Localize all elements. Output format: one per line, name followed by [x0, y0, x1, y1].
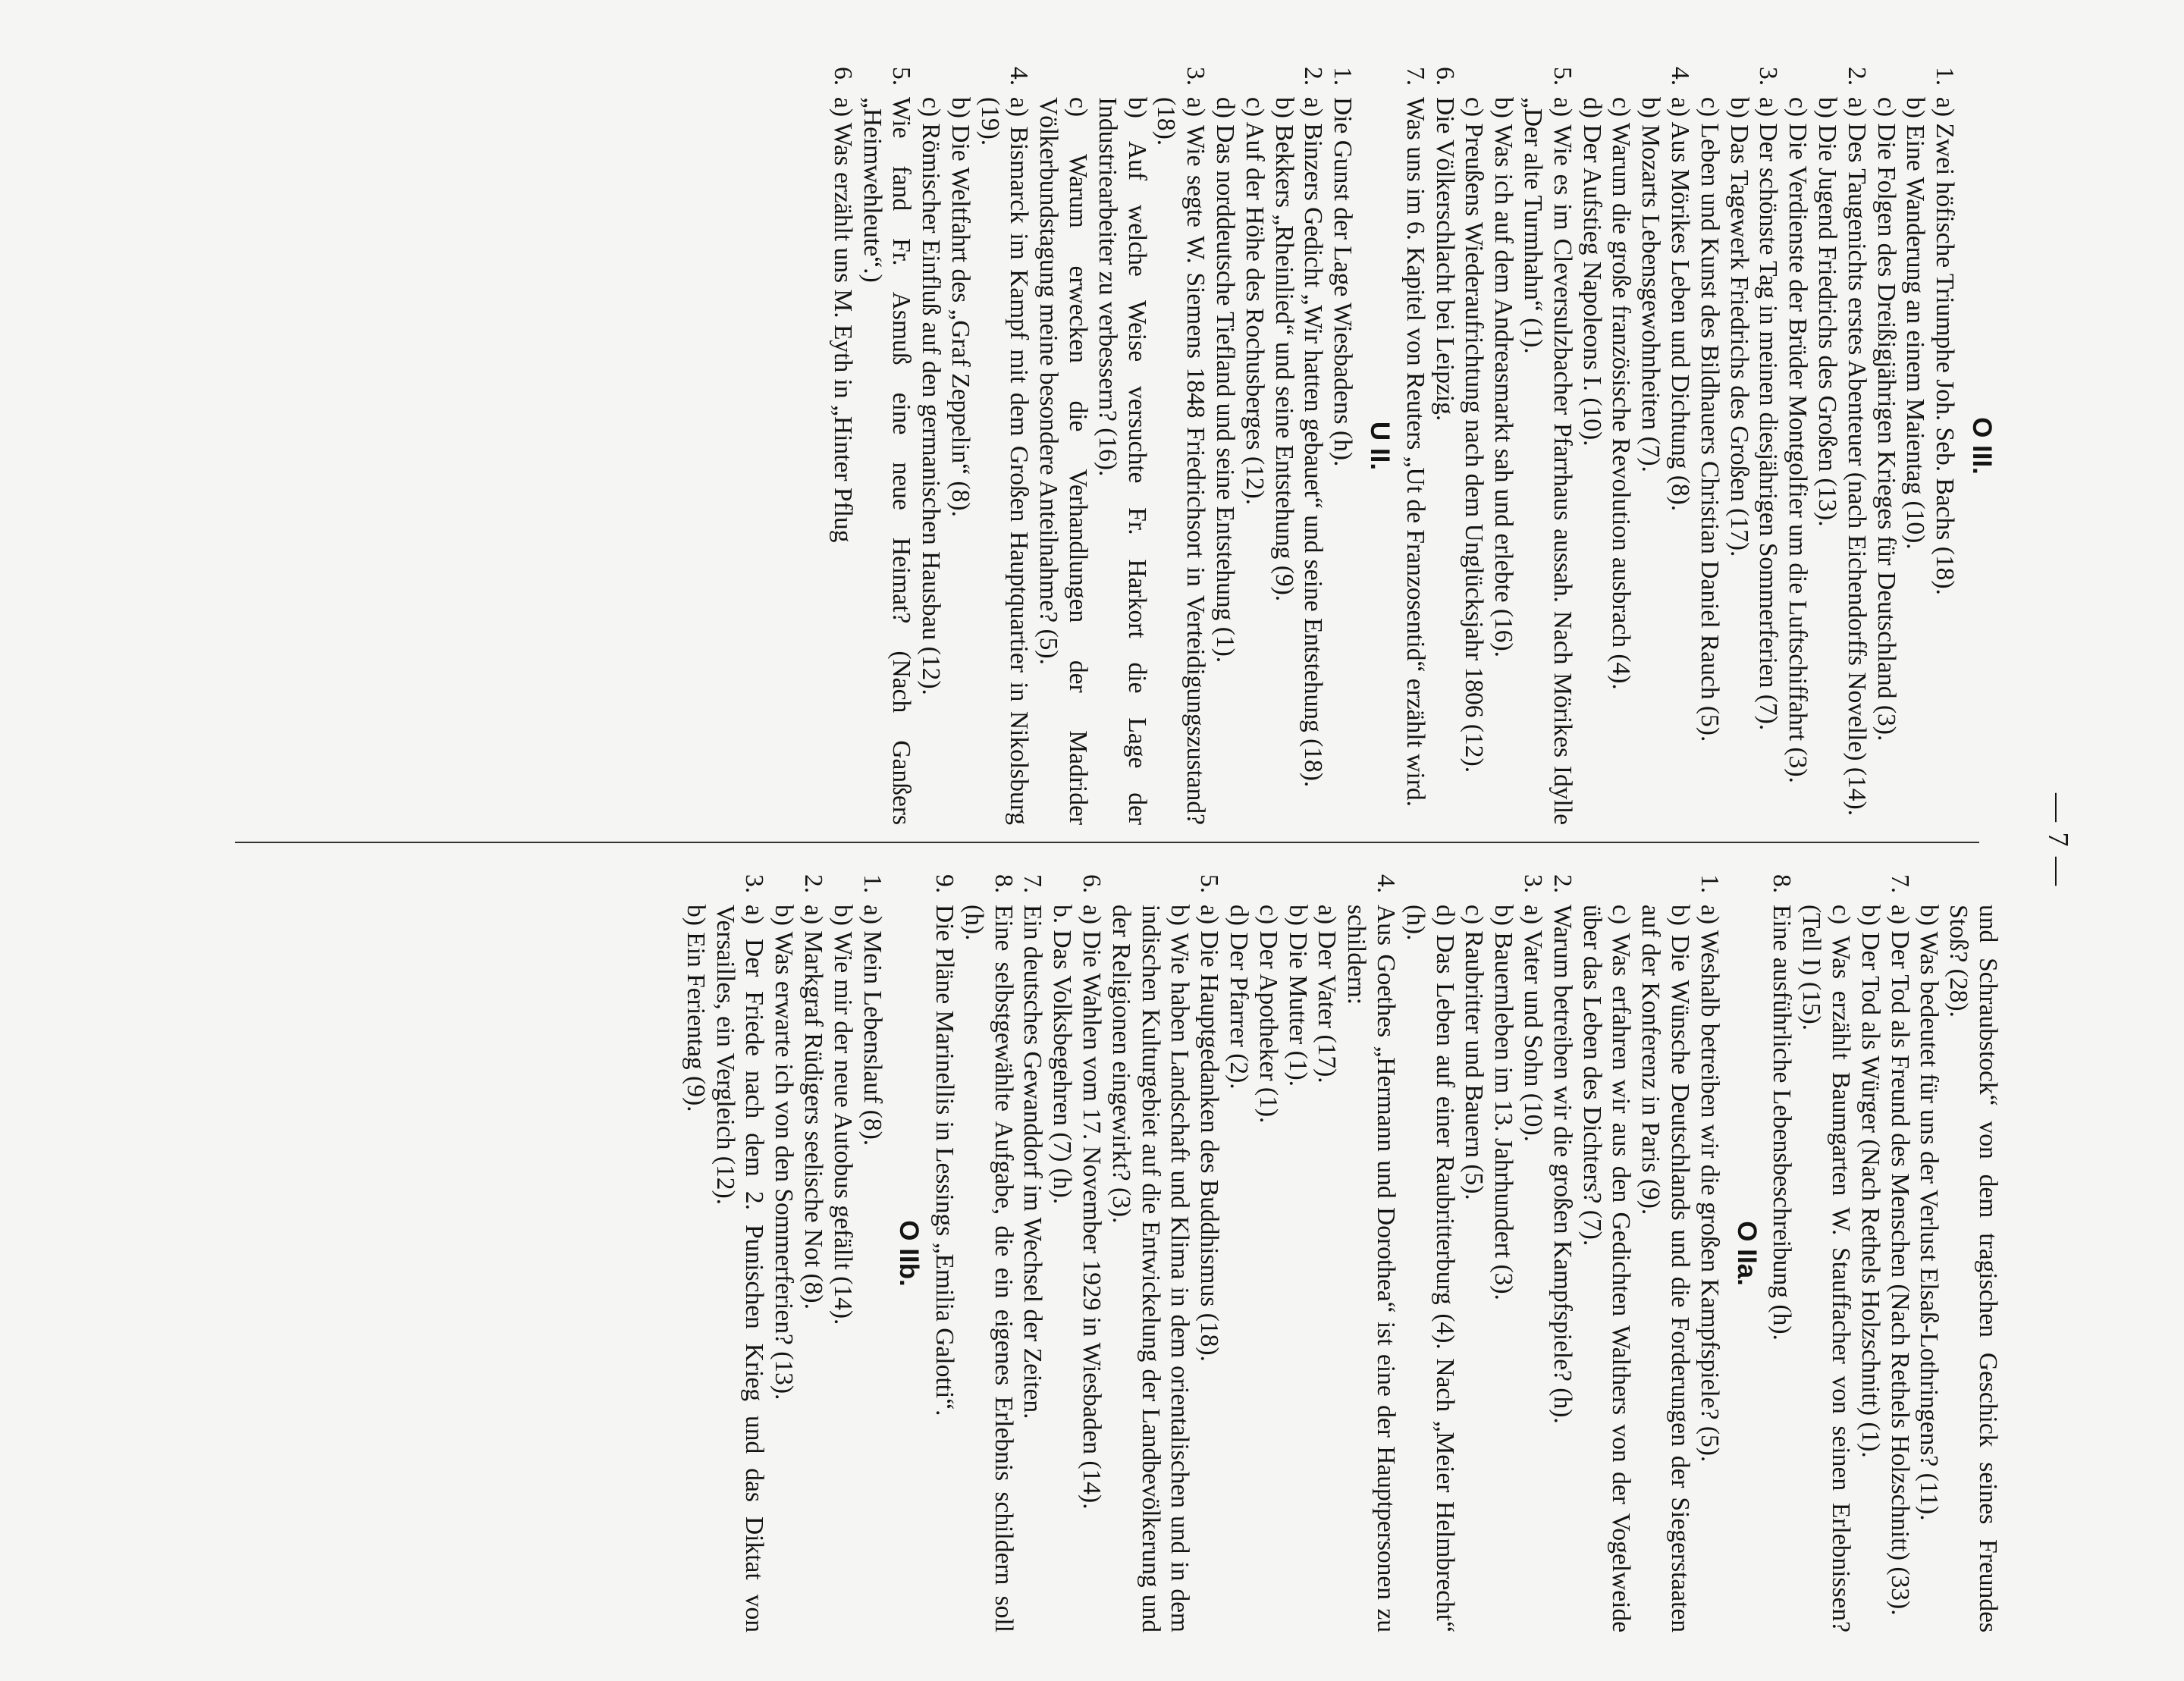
item-text: b) Die Weltfahrt des „Graf Zeppelin“ (8). [946, 97, 974, 517]
item-number [1488, 874, 1517, 905]
list-item [974, 67, 1034, 825]
list-item [1724, 67, 1753, 825]
list-item [1900, 67, 1930, 825]
list-item [1298, 67, 1328, 825]
item-text: Die Völkerschlacht bei Leipzig. [1430, 97, 1459, 422]
item-number [1047, 874, 1077, 905]
item-number: 4. [1666, 67, 1695, 86]
list-item [680, 874, 710, 1632]
list-item [1577, 874, 1636, 1632]
item-text: d) Das norddeutsche Tiefland und seine Entstehung (1). [1211, 97, 1240, 663]
right-column [680, 874, 2002, 1632]
item-text: a) Was erzählt uns M. Eyth in „Hinter Pflug [828, 97, 857, 543]
item-number [1782, 67, 1812, 97]
list-item [768, 874, 798, 1632]
list-item [857, 874, 886, 1632]
item-text: a) Der Vater (17). [1313, 905, 1341, 1084]
page-number: — 7 — [2042, 793, 2074, 887]
item-number: 7. [1885, 874, 1914, 894]
list-item [1577, 67, 1606, 825]
item-number [680, 874, 710, 905]
item-number [1914, 874, 1944, 905]
item-text: c) Warum erwecken die Verhandlungen der Madrider Völkerbundstagung meine besondere Anteilnahme? (5). [1034, 97, 1093, 825]
list-item [1327, 67, 1357, 825]
item-text: b) Die Jugend Friedrichs des Großen (13). [1813, 97, 1842, 527]
item-text: Wie fand Fr. Asmuß eine neue Heimat? (Nach Ganßers „Heimwehleute“.) [858, 97, 916, 825]
list-item [915, 67, 945, 825]
item-number [1282, 874, 1312, 905]
list-item [827, 67, 857, 825]
item-number: 3. [740, 874, 769, 894]
item-text: c) Preußens Wiederaufrichtung nach dem Unglücksjahr 1806 (12). [1460, 97, 1489, 773]
item-text: c) Warum die große französische Revolution ausbrach (4). [1607, 97, 1636, 690]
item-number: 8. [989, 874, 1018, 894]
list-item [1151, 67, 1210, 825]
list-item [1796, 874, 1855, 1632]
list-item [1635, 67, 1665, 825]
item-text: c) Was erfahren wir aus den Gedichten Walthers von der Vogelweide über das Leben des Dichters? (7). [1577, 905, 1636, 1632]
item-text: Die Pläne Marinellis in Lessings „Emilia Galotti“. [930, 905, 959, 1416]
item-text: b) Auf welche Weise versuchte Fr. Harkort die Lage der Industriearbeiter zu verbessern? (16). [1093, 97, 1151, 825]
item-text: b. Das Volksbegehren (7) (h). [1048, 905, 1077, 1205]
item-number [1694, 67, 1724, 97]
item-number: 8. [1768, 874, 1796, 894]
list-item [1312, 874, 1341, 1632]
list-item [1782, 67, 1812, 825]
item-number: 3. [1754, 67, 1783, 86]
item-text: Was uns im 6. Kapitel von Reuters „Ut de Franzosentid“ erzählt wird. [1401, 97, 1429, 807]
item-number: 5. [1548, 67, 1577, 86]
list-item [1517, 874, 1547, 1632]
item-text: b) Bekkers „Rheinlied“ und seine Entstehung (9). [1269, 97, 1298, 602]
section-heading: U II. [1365, 421, 1395, 471]
item-text: Eine selbstgewählte Aufgabe, die ein eigenes Erlebnis schildern soll (h). [959, 905, 1018, 1632]
list-item [1871, 67, 1900, 825]
list-item [1812, 67, 1841, 825]
item-number: 1. [1931, 67, 1960, 86]
section-heading: O III. [1967, 417, 1997, 475]
item-number [1943, 874, 2002, 905]
item-number: 4. [1005, 67, 1034, 86]
list-item [1855, 874, 1884, 1632]
list-item [1767, 874, 1796, 1632]
item-text: a) Vater und Sohn (10). [1519, 905, 1548, 1142]
list-item [1092, 67, 1151, 825]
item-number [1459, 874, 1489, 905]
item-text: a) Wie es im Cleversulzbacher Pfarrhaus aussah. Nach Mörikes Idylle „Der alte Turmhahn“ (1). [1519, 97, 1577, 825]
item-number: 2. [1842, 67, 1871, 86]
item-text: Ein deutsches Gewanddorf im Wechsel der Zeiten. [1018, 905, 1047, 1419]
item-text: b) Ein Ferientag (9). [681, 905, 710, 1112]
item-text: Die Gunst der Lage Wiesbadens (h). [1329, 97, 1357, 467]
list-item [1282, 874, 1312, 1632]
item-text: b) Was ich auf dem Andreasmarkt sah und erlebte (16). [1489, 97, 1518, 658]
list-item [1400, 874, 1459, 1632]
item-number [1635, 67, 1665, 97]
list-item [857, 67, 916, 825]
item-number [1269, 67, 1298, 97]
item-number [1855, 874, 1884, 905]
item-text: Warum betreiben wir die großen Kampfspiele? (h). [1548, 905, 1577, 1424]
list-item [1210, 67, 1239, 825]
item-number [915, 67, 945, 97]
item-text: a) Des Taugenichts erstes Abenteuer (nach Eichendorffs Novelle) (14). [1842, 97, 1871, 817]
item-number [1635, 874, 1694, 905]
item-text: a) Bismarck im Kampf mit dem Großen Hauptquartier in Nikolsburg (19). [975, 97, 1034, 825]
list-item [1018, 874, 1047, 1632]
item-text: a) Der Friede nach dem 2. Punischen Krieg und das Diktat von Versailles, ein Vergleich (12). [711, 905, 769, 1632]
list-item [1239, 67, 1269, 825]
item-text: c) Leben und Kunst des Bildhauers Christian Daniel Rauch (5). [1695, 97, 1724, 742]
list-item [1694, 67, 1724, 825]
item-text: b) Bauernleben im 13. Jahrhundert (3). [1489, 905, 1518, 1300]
item-text: b) Mozarts Lebensgewohnheiten (7). [1636, 97, 1665, 472]
list-item [1884, 874, 1914, 1632]
item-number [1871, 67, 1900, 97]
item-text: a) Der schönste Tag in meinen diesjährigen Sommerferien (7). [1754, 97, 1783, 731]
item-number [1400, 874, 1459, 905]
list-item [1914, 874, 1944, 1632]
item-text: a) Die Hauptgedanken des Buddhismus (18). [1195, 905, 1224, 1362]
list-item [1269, 67, 1298, 825]
item-text: c) Was erzählt Baumgarten W. Stauffacher von seinen Erlebnissen? (Tell I) (15). [1797, 905, 1856, 1632]
list-item [710, 874, 769, 1632]
item-number [1253, 874, 1282, 905]
item-text: c) Die Verdienste der Brüder Montgolfier um die Luftschiffahrt (3). [1784, 97, 1812, 783]
item-text: c) Die Folgen des Dreißigjährigen Krieges für Deutschland (3). [1872, 97, 1900, 742]
item-text: Aus Goethes „Hermann und Dorothea“ ist eine der Hauptpersonen zu schildern: [1342, 905, 1401, 1632]
list-item [1459, 67, 1489, 825]
item-number: 7. [1018, 874, 1047, 894]
list-item [1223, 874, 1253, 1632]
item-text: b) Wie mir der neue Autobus gefällt (14). [828, 905, 857, 1325]
item-text: b) Eine Wanderung an einem Maientag (10). [1901, 97, 1930, 550]
item-text: c) Der Apotheker (1). [1254, 905, 1282, 1124]
item-number [1606, 67, 1636, 97]
list-item [1517, 67, 1577, 825]
item-number: 1. [1695, 874, 1724, 894]
item-number: 1. [858, 874, 886, 894]
list-item [1047, 874, 1077, 1632]
item-number: 2. [799, 874, 827, 894]
item-text: a) Binzers Gedicht „Wir hatten gebauet“ und seine Entstehung (18). [1299, 97, 1328, 788]
item-text: c) Auf der Höhe des Rochusberges (12). [1240, 97, 1269, 506]
list-item [1665, 67, 1694, 825]
list-item [1488, 874, 1517, 1632]
list-item [798, 874, 827, 1632]
list-item [1929, 67, 1959, 825]
list-item [1841, 67, 1871, 825]
item-number: 5. [887, 67, 916, 86]
item-number [1312, 874, 1341, 905]
item-number [1488, 67, 1517, 97]
item-text: a) Mein Lebenslauf (8). [858, 905, 886, 1146]
list-item [1253, 874, 1282, 1632]
item-text: b) Wie haben Landschaft und Klima in dem orientalischen und in dem indischen Kulturgebiet auf die Entwickelung der Landbevölkerung und der Religionen eingewirkt? (3). [1106, 905, 1194, 1632]
item-number: 7. [1401, 67, 1429, 86]
item-number: 2. [1548, 874, 1577, 894]
item-number [1239, 67, 1269, 97]
list-item [1429, 67, 1459, 825]
list-item [1400, 67, 1429, 825]
item-number: 4. [1372, 874, 1401, 894]
item-number: 6. [828, 67, 857, 86]
list-item [1106, 874, 1194, 1632]
item-number [1900, 67, 1930, 97]
item-number: 2. [1299, 67, 1328, 86]
item-number: 3. [1181, 67, 1210, 86]
item-text: d) Der Aufstieg Napoleons I. (10). [1577, 97, 1606, 447]
list-item [1753, 67, 1783, 825]
list-item [1488, 67, 1517, 825]
list-item [1076, 874, 1106, 1632]
item-text: c) Römischer Einfluß auf den germanischen Hausbau (12). [917, 97, 946, 695]
item-text: b) Das Tagewerk Friedrichs des Großen (17). [1724, 97, 1753, 557]
list-item [1547, 874, 1577, 1632]
item-text: b) Die Mutter (1). [1283, 905, 1312, 1087]
item-text: c) Raubritter und Bauern (5). [1460, 905, 1489, 1200]
item-number [1812, 67, 1841, 97]
item-number [827, 874, 857, 905]
section-heading: O IIb. [894, 1220, 924, 1287]
list-item [1943, 874, 2002, 1632]
item-number [1577, 67, 1606, 97]
item-text: b) Der Tod als Würger (Nach Rethels Holzschnitt) (1). [1856, 905, 1884, 1458]
list-item [929, 874, 959, 1632]
item-text: b) Was bedeutet für uns der Verlust Elsaß-Lothringens? (11). [1915, 905, 1944, 1521]
item-text: a) Markgraf Rüdigers seelische Not (8). [799, 905, 827, 1309]
item-number: 6. [1430, 67, 1459, 86]
rotated-page [83, 21, 2101, 1659]
list-item [1694, 874, 1724, 1632]
item-number: 3. [1519, 874, 1548, 894]
item-number [1577, 874, 1636, 905]
item-number [1210, 67, 1239, 97]
item-text: a) Die Wahlen vom 17. November 1929 in Wiesbaden (14). [1078, 905, 1106, 1510]
item-number [1034, 67, 1093, 97]
list-item [959, 874, 1018, 1632]
item-number [1724, 67, 1753, 97]
left-column [827, 67, 2002, 825]
item-number [1092, 67, 1151, 97]
list-item [1034, 67, 1093, 825]
item-number: 6. [1078, 874, 1106, 894]
item-text: a) Wie segte W. Siemens 1848 Friedrichsort in Verteidigungszustand? (18). [1152, 97, 1210, 825]
item-number: 5. [1195, 874, 1224, 894]
list-item [1341, 874, 1400, 1632]
item-number [768, 874, 798, 905]
list-item [945, 67, 974, 825]
item-text: a) Der Tod als Freund des Menschen (Nach Rethels Holzschnitt) (33). [1885, 905, 1914, 1616]
item-number [1796, 874, 1855, 905]
item-text: a) Weshalb betreiben wir die großen Kampfspiele? (5). [1695, 905, 1724, 1463]
item-number: 9. [930, 874, 959, 894]
list-item [827, 874, 857, 1632]
item-text: und Schraubstock“ von dem tragischen Geschick seines Freundes Stoß? (28). [1944, 905, 2002, 1632]
item-text: a) Aus Mörikes Leben und Dichtung (8). [1666, 97, 1695, 512]
item-number [945, 67, 974, 97]
item-text: a) Zwei höfische Triumphe Joh. Seb. Bachs (18). [1931, 97, 1960, 595]
column-divider [235, 842, 1979, 843]
item-text: b) Die Wünsche Deutschlands und die Forderungen der Siegerstaaten auf der Konferenz in Paris (9). [1636, 905, 1695, 1632]
item-number [1223, 874, 1253, 905]
item-text: Eine ausführliche Lebensbeschreibung (h). [1768, 905, 1796, 1341]
item-number [1459, 67, 1489, 97]
list-item [1194, 874, 1223, 1632]
list-item [1606, 67, 1636, 825]
list-item [1459, 874, 1489, 1632]
list-item [1635, 874, 1694, 1632]
item-number [1106, 874, 1194, 905]
section-heading: O IIa. [1731, 1221, 1762, 1286]
item-text: b) Was erwarte ich von den Sommerferien? (13). [770, 905, 799, 1400]
item-text: d) Der Pfarrer (2). [1225, 905, 1254, 1090]
item-text: d) Das Leben auf einer Raubritterburg (4). Nach „Meier Helmbrecht“ (h). [1401, 905, 1459, 1632]
item-number: 1. [1329, 67, 1357, 86]
